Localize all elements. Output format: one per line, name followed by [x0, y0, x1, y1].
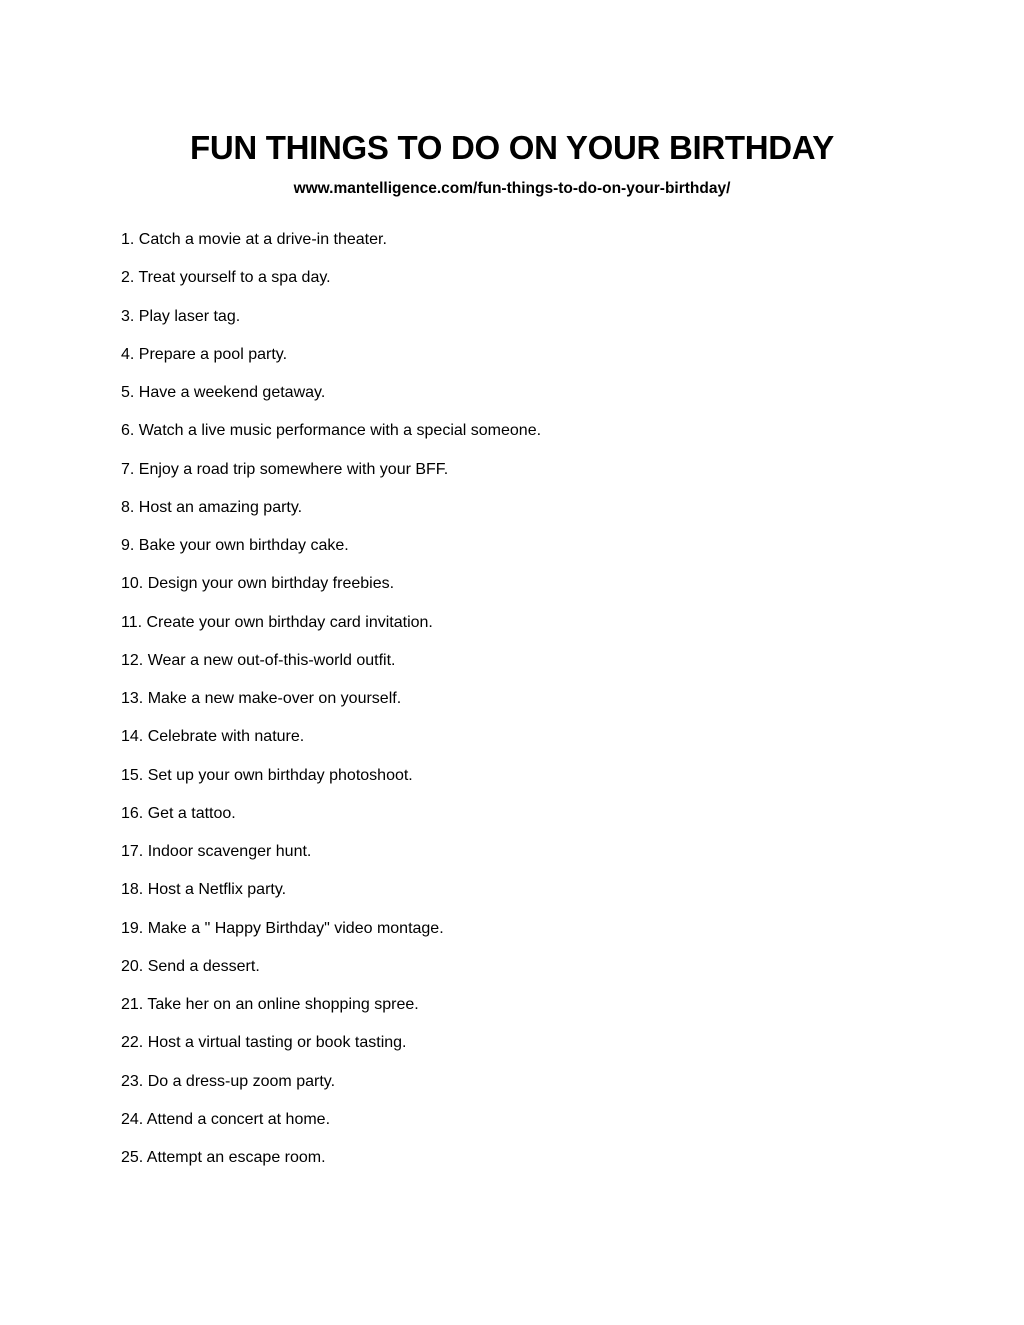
- list-item: 23. Do a dress-up zoom party.: [121, 1072, 336, 1090]
- list-item: 12. Wear a new out-of-this-world outfit.: [121, 651, 396, 669]
- list-item: 9. Bake your own birthday cake.: [121, 537, 349, 554]
- list-item: 20. Send a dessert.: [121, 957, 260, 975]
- list-item: 13. Make a new make-over on yourself.: [121, 690, 402, 707]
- list-item: 11. Create your own birthday card invitation.: [121, 613, 433, 631]
- list-item: 5. Have a weekend getaway.: [121, 384, 326, 401]
- list-item: 17. Indoor scavenger hunt.: [121, 843, 312, 860]
- page-title: FUN THINGS TO DO ON YOUR BIRTHDAY: [189, 129, 835, 166]
- list-item: 4. Prepare a pool party.: [121, 345, 288, 363]
- list-item: 14. Celebrate with nature.: [121, 728, 305, 746]
- list-item: 25. Attempt an escape room.: [121, 1149, 326, 1166]
- list-item: 24. Attend a concert at home.: [121, 1110, 331, 1128]
- list-item: 1. Catch a movie at a drive-in theater.: [121, 231, 387, 248]
- list-item: 19. Make a " Happy Birthday" video montage.: [121, 919, 444, 937]
- birthday-ideas-list: [121, 229, 541, 1185]
- list-item: 18. Host a Netflix party.: [121, 881, 287, 899]
- list-item: 3. Play laser tag.: [121, 307, 241, 325]
- source-url: www.mantelligence.com/fun-things-to-do-on-your-birthday/: [293, 180, 731, 197]
- list-item: 16. Get a tattoo.: [121, 804, 236, 822]
- list-item: 6. Watch a live music performance with a special someone.: [121, 422, 542, 440]
- list-item: 10. Design your own birthday freebies.: [121, 575, 395, 593]
- list-item: 22. Host a virtual tasting or book tasting.: [121, 1034, 407, 1052]
- list-item: 7. Enjoy a road trip somewhere with your BFF.: [121, 460, 449, 478]
- list-item: 15. Set up your own birthday photoshoot.: [121, 766, 413, 784]
- list-item: 8. Host an amazing party.: [121, 498, 303, 516]
- list-item: 21. Take her on an online shopping spree.: [121, 996, 419, 1013]
- list-item: 2. Treat yourself to a spa day.: [121, 269, 331, 287]
